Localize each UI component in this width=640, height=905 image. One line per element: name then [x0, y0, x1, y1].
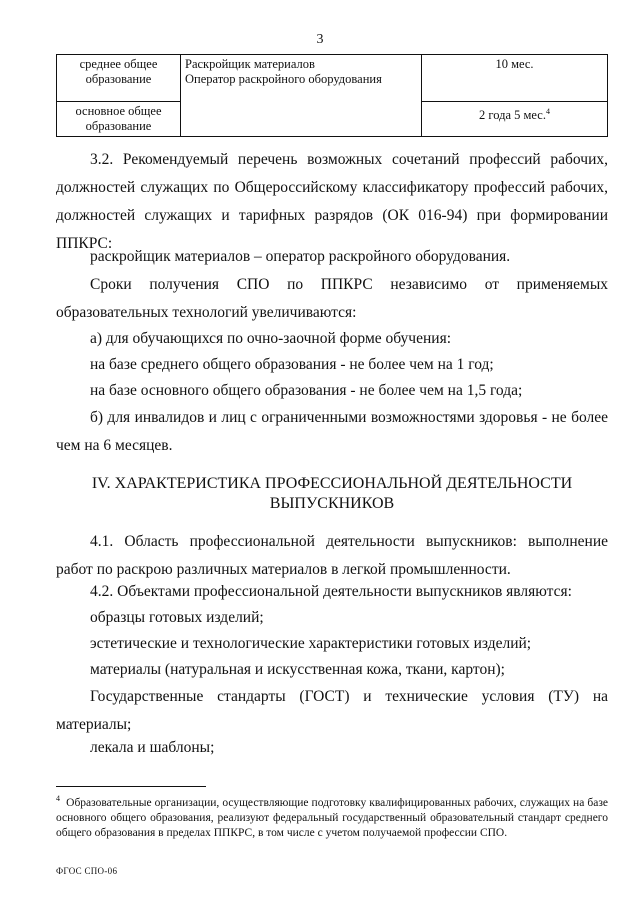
- paragraph-3-2: 3.2. Рекомендуемый перечень возможных сочетаний профессий рабочих, должностей служащих по Общероссийскому классификатору профессий рабочих, должностей служащих и тарифных разрядов (ОК 016-94) при формировании ППКРС:: [56, 151, 608, 252]
- item-a2: на базе основного общего образования - не более чем на 1,5 года;: [90, 382, 523, 399]
- education-level-cell: среднее общее образование: [57, 55, 181, 102]
- document-code: ФГОС СПО-06: [56, 866, 118, 876]
- list-item: материалы (натуральная и искусственная кожа, ткани, картон);: [90, 661, 505, 678]
- education-duration-table: [56, 54, 608, 137]
- profession-combination: раскройщик материалов – оператор раскройного оборудования.: [90, 248, 511, 265]
- duration-cell: 10 мес.: [422, 55, 608, 102]
- list-item: Государственные стандарты (ГОСТ) и технические условия (ТУ) на материалы;: [56, 688, 608, 733]
- footnote: [56, 791, 608, 841]
- professions-text: Раскройщик материалов Оператор раскройного оборудования: [185, 57, 382, 86]
- paragraph-terms: Сроки получения СПО по ППКРС независимо от применяемых образовательных технологий увеличиваются:: [56, 276, 608, 321]
- item-a1: на базе среднего общего образования - не более чем на 1 год;: [90, 356, 494, 373]
- item-b: б) для инвалидов и лиц с ограниченными возможностями здоровья - не более чем на 6 месяцев.: [56, 409, 608, 454]
- education-level-cell: основное общее образование: [57, 102, 181, 137]
- item-a: а) для обучающихся по очно-заочной форме обучения:: [90, 330, 452, 347]
- paragraph-4-2: 4.2. Объектами профессиональной деятельности выпускников являются:: [90, 583, 572, 600]
- list-item: лекала и шаблоны;: [90, 739, 215, 756]
- paragraph-4-1: 4.1. Область профессиональной деятельности выпускников: выполнение работ по раскрою различных материалов в легкой промышленности.: [56, 533, 608, 578]
- page-number: 3: [316, 32, 324, 47]
- list-item: эстетические и технологические характеристики готовых изделий;: [90, 635, 532, 652]
- section-heading: IV. ХАРАКТЕРИСТИКА ПРОФЕССИОНАЛЬНОЙ ДЕЯТЕЛЬНОСТИ ВЫПУСКНИКОВ: [91, 475, 573, 512]
- footnote-number: 4: [56, 794, 60, 803]
- footnote-text: Образовательные организации, осуществляющие подготовку квалифицированных рабочих, служащих на базе основного общего образования, реализуют федеральный государственный образовательный стандарт среднего общего образования в пределах ППКРС, в том числе с учетом получаемой профессии СПО.: [56, 796, 608, 839]
- table-row: [57, 55, 608, 102]
- duration-text: 2 года 5 мес.: [479, 108, 546, 123]
- duration-cell: [422, 102, 608, 137]
- list-item: образцы готовых изделий;: [90, 609, 264, 626]
- professions-cell: [181, 55, 422, 137]
- footnote-divider: [56, 786, 206, 787]
- footnote-ref: 4: [545, 107, 550, 116]
